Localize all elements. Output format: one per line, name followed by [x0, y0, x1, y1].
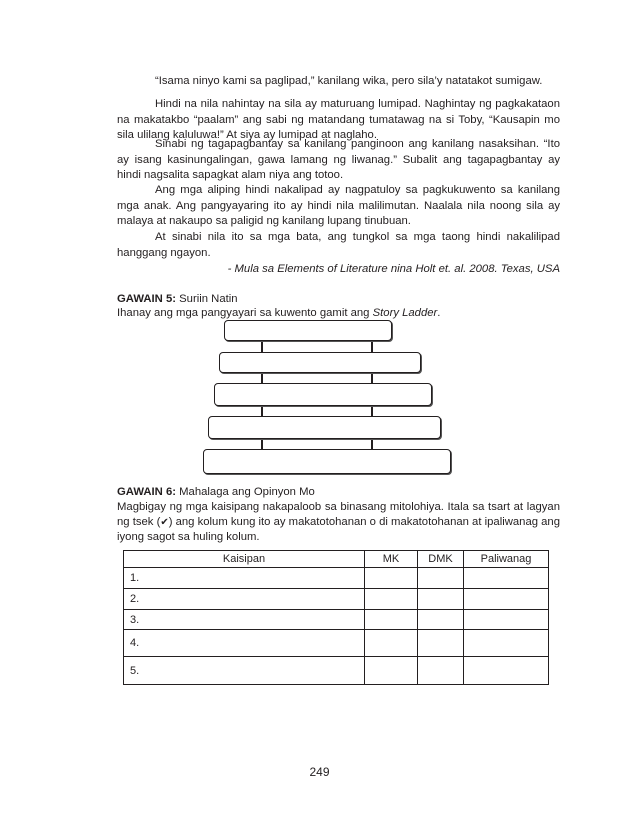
- mk-cell[interactable]: [365, 610, 418, 630]
- paliwanag-cell[interactable]: [464, 568, 549, 589]
- story-paragraph-3-text: Sinabi ng tagapagbantay sa kanilang panginoon ang kanilang nasaksihan. “Ito ay isang kasinungalingan, gawa lamang ng liwanag.” Subalit ang tagapagbantay ay hindi nagsalita sapagkat alam niya ang totoo.: [117, 138, 560, 181]
- mk-cell[interactable]: [365, 568, 418, 589]
- ladder-rung-1[interactable]: [224, 320, 392, 341]
- table-row: [124, 589, 549, 610]
- gawain6-title: Mahalaga ang Opinyon Mo: [179, 486, 315, 498]
- story-ladder: [200, 318, 455, 478]
- check-mark-icon: ✔: [160, 517, 169, 528]
- paliwanag-cell[interactable]: [464, 630, 549, 657]
- gawain6-instruction: [117, 500, 560, 545]
- opinion-chart-table: [123, 550, 549, 685]
- story-paragraph-4-text: Ang mga aliping hindi nakalipad ay nagpatuloy sa pagkukuwento sa kanilang mga anak. Ang pangyayaring ito ay hindi nila malilimutan. Naalala nila noong sila ay malaya at nakaupo sa paligid ng kanilang lupang tinubuan.: [117, 184, 560, 227]
- ladder-rung-5[interactable]: [203, 449, 451, 474]
- mk-cell[interactable]: [365, 657, 418, 685]
- table-row: [124, 630, 549, 657]
- gawain6-label: GAWAIN 6:: [117, 486, 176, 498]
- mk-cell[interactable]: [365, 589, 418, 610]
- story-source-citation: - Mula sa Elements of Literature nina Holt et. al. 2008. Texas, USA: [227, 263, 560, 275]
- dmk-cell[interactable]: [418, 630, 464, 657]
- dmk-cell[interactable]: [418, 589, 464, 610]
- gawain5-instruction-text: Ihanay ang mga pangyayari sa kuwento gamit ang: [117, 307, 373, 319]
- header-kaisipan: Kaisipan: [124, 551, 365, 568]
- dmk-cell[interactable]: [418, 610, 464, 630]
- row-number: 4.: [124, 630, 365, 657]
- table-header-row: [124, 551, 549, 568]
- header-paliwanag: Paliwanag: [464, 551, 549, 568]
- story-paragraph-3: [117, 137, 560, 184]
- gawain6-instruction-end: ) ang kolum kung ito ay makatotohanan o di makatotohanan at ipaliwanag ang iyong sagot sa huling kolum.: [117, 516, 560, 543]
- story-paragraph-1-text: “Isama ninyo kami sa paglipad,” kanilang wika, pero sila’y natatakot sumigaw.: [155, 75, 543, 87]
- row-number: 5.: [124, 657, 365, 685]
- gawain6-instruction-text: Magbigay ng mga kaisipang nakapaloob sa binasang mitolohiya. Itala sa tsart at lagyan ng tsek (: [117, 501, 560, 528]
- story-paragraph-1: [117, 74, 560, 90]
- dmk-cell[interactable]: [418, 568, 464, 589]
- story-paragraph-4: [117, 183, 560, 230]
- ladder-rung-2[interactable]: [219, 352, 421, 373]
- dmk-cell[interactable]: [418, 657, 464, 685]
- row-number: 1.: [124, 568, 365, 589]
- story-ladder-term: Story Ladder: [372, 307, 438, 319]
- table-row: [124, 610, 549, 630]
- gawain5-label: GAWAIN 5:: [117, 293, 176, 305]
- ladder-rung-3[interactable]: [214, 383, 432, 406]
- row-number: 3.: [124, 610, 365, 630]
- paliwanag-cell[interactable]: [464, 589, 549, 610]
- header-mk: MK: [365, 551, 418, 568]
- ladder-rung-4[interactable]: [208, 416, 441, 439]
- gawain6-heading: [117, 485, 560, 499]
- story-paragraph-5: [117, 230, 560, 261]
- story-paragraph-5-text: At sinabi nila ito sa mga bata, ang tungkol sa mga taong hindi nakalilipad hanggang ngayon.: [117, 231, 560, 259]
- table-row: [124, 657, 549, 685]
- row-number: 2.: [124, 589, 365, 610]
- page-number: 249: [309, 765, 330, 779]
- story-paragraph-2-text: Hindi na nila nahintay na sila ay maturuang lumipad. Naghintay ng pagkakataon na makatakbo “paalam” ang sabi ng matandang tumatawag na si Toby, “Kausapin mo sila ulilang kaluluwa!” At siya ay lumipad at naglaho.: [117, 98, 560, 141]
- paliwanag-cell[interactable]: [464, 610, 549, 630]
- gawain5-instruction-end: .: [437, 307, 441, 319]
- table-row: [124, 568, 549, 589]
- paliwanag-cell[interactable]: [464, 657, 549, 685]
- mk-cell[interactable]: [365, 630, 418, 657]
- gawain5-heading: [117, 292, 560, 306]
- header-dmk: DMK: [418, 551, 464, 568]
- gawain5-title: Suriin Natin: [179, 293, 238, 305]
